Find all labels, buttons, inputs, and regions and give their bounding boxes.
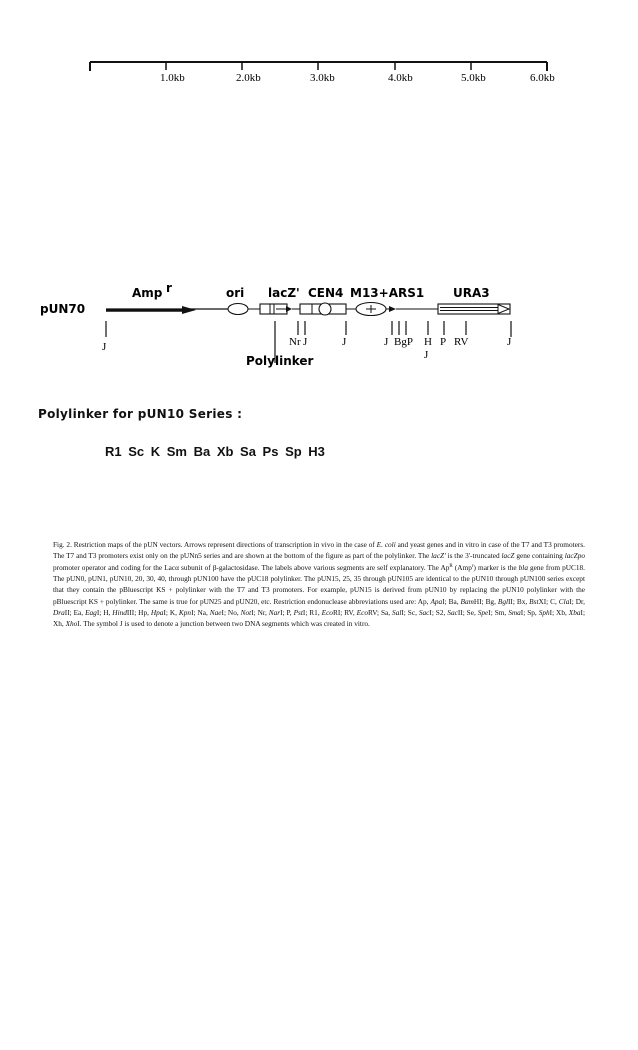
amp-arrow-icon [182,306,196,314]
enzyme-name-suffix: II; Bx, [508,596,530,606]
enzyme-name-suffix: I; Nr, [251,608,269,618]
caption-superscript: r [471,563,474,569]
enzyme-name-italic: Sma [508,608,521,618]
scale-bar [90,62,555,84]
caption-text: gene containing [514,551,565,561]
site-j-poly: J [303,336,308,348]
enzyme-name-suffix: I; Sp, [520,608,539,618]
enzyme-name-suffix: II; Ea, [64,608,86,618]
site-rv: RV [454,336,469,348]
enzyme-name-suffix: I; No, [221,608,241,618]
caption-text: The symbol J is used to denote a junction between two DNA segments which was created in vitro. [83,619,370,629]
site-bgp: BgP [394,336,413,348]
enzyme-name-suffix: HI; Bg, [473,596,498,606]
caption-italic: bla [518,562,528,572]
caption-text: and yeast genes and in vitro in case of the T7 and T3 promoters. The T7 and T3 promoters exist only on the pUNn5 series and are shown at the bottom of the figure as part of the polylinker. The [53,540,585,561]
enzyme-name-suffix: I; Dr, [569,596,585,606]
caption-text: gene from pUC18. The pUN0, pUN1, pUN10, 20, 30, 40, through pUN100 have the pUC18 polylinker. The pUN15, 25, 35 through pUN105 are identical to the pUN10 through pUN100 series except that they contain the pBluescript KS + polylinker with the T7 and T3 promoters. For example, pUN15 is derived from pUN10 by replacing the pUN10 polylinker with the pBluescript KS + polylinker. The same is true for pUN25 and pUN20, etc. Restriction endonuclease abbreviations used are: Ap, [53,562,586,606]
scale-tick-2kb: 2.0kb [236,72,261,84]
enzyme-name-italic: Nae [209,608,222,618]
enzyme-name-suffix: RV; Sa, [367,608,393,618]
caption-italic: lacZ [501,551,515,561]
enzyme-name-italic: Eco [321,608,333,618]
caption-text: is the 3'-truncated [445,551,502,561]
enzyme-name-italic: Bam [460,596,474,606]
lacz-label: lacZ' [268,286,300,300]
caption-text: Fig. 2. Restriction maps of the pUN vectors. Arrows represent directions of transcription in vivo in the case of [53,540,377,549]
enzyme-name-suffix: I; P, [280,608,294,618]
enzyme-name-suffix: I; K, [163,608,179,618]
enzyme-name-italic: Bst [529,596,539,606]
enzyme-name-italic: Cla [558,596,570,606]
enzyme-name-italic: Spe [477,608,489,618]
enzyme-name-suffix: XI; C, [538,596,559,606]
caption-italic: E. coli [376,540,396,549]
enzyme-name-italic: Sac [418,608,430,618]
figure-caption [53,539,585,630]
scale-tick-6kb: 6.0kb [530,72,555,84]
caption-text: ) marker is the [473,562,519,572]
m13-ars1-label: M13+ARS1 [350,286,425,300]
enzyme-name-italic: Apa [430,596,443,606]
polylinker-title: Polylinker for pUN10 Series : [38,407,243,421]
site-j-cen: J [342,336,347,348]
site-nr: Nr [289,336,301,348]
enzyme-name-italic: Kpn [178,608,192,618]
site-h: H [424,336,432,348]
caption-superscript: R [449,563,453,569]
restriction-map [40,281,512,368]
scale-tick-3kb: 3.0kb [310,72,335,84]
enzyme-name-suffix: I; H, [96,608,113,618]
enzyme-name-italic: Hpa [150,608,164,618]
enzyme-name-italic: Sph [538,608,550,618]
site-j-under-h: J [424,349,429,361]
enzyme-name-italic: Xho [65,619,78,629]
scale-tick-4kb: 4.0kb [388,72,413,84]
enzyme-name-italic: Pst [293,608,303,618]
enzyme-name-italic: Sac [447,608,458,618]
enzyme-name-italic: Sal [392,608,402,618]
enzyme-name-italic: Eag [85,608,97,618]
enzyme-name-suffix: I; Na, [191,608,210,618]
amp-label: Amp [132,286,163,300]
enzyme-name-suffix: II; Se, [457,608,478,618]
enzyme-name-italic: Not [240,608,252,618]
enzyme-name-suffix: I; S2, [429,608,448,618]
ura3-label: URA3 [453,286,490,300]
site-j-left: J [102,341,107,353]
enzyme-name-italic: Nar [268,608,281,618]
vector-name: pUN70 [40,302,86,316]
enzyme-name-italic: Bgl [497,596,508,606]
enzyme-name-italic: Eco [356,608,368,618]
enzyme-name-italic: Xba [568,608,581,618]
scale-tick-5kb: 5.0kb [461,72,486,84]
polylinker-label: Polylinker [246,354,314,368]
ori-ellipse [228,304,248,315]
scale-tick-1kb: 1.0kb [160,72,185,84]
site-j-right: J [507,336,512,348]
enzyme-name-suffix: I; R1, [302,608,322,618]
enzyme-name-suffix: I; Xb, [549,608,569,618]
enzyme-name-suffix: I. [77,619,84,629]
amp-superscript: r [166,281,172,295]
enzyme-name-italic: Hind [112,608,127,618]
site-p: P [440,336,447,348]
enzyme-name-italic: Dra [53,608,65,618]
site-j-bg: J [384,336,389,348]
polylinker-sites: R1 Sc K Sm Ba Xb Sa Ps Sp H3 [105,444,325,459]
caption-italic: lacZpo [564,551,585,561]
ori-label: ori [226,286,245,300]
enzyme-name-suffix: III; Hp, [126,608,151,618]
caption-text: (Amp [452,562,472,572]
enzyme-name-suffix: I; Sm, [488,608,509,618]
enzyme-name-suffix: I; Sc, [401,608,419,618]
enzyme-name-suffix: I; Ba, [442,596,461,606]
enzyme-name-suffix: RI; RV, [332,608,357,618]
cen4-label: CEN4 [308,286,344,300]
lacz-arrow-icon [286,306,292,312]
caption-text: promoter operator and coding for the Lacα subunit of β-galactosidase. The labels above various segments are self explanatory. The Ap [53,562,450,572]
caption-italic: lacZ' [431,551,446,561]
enzyme-name-suffix: I; Xh, [53,608,585,629]
